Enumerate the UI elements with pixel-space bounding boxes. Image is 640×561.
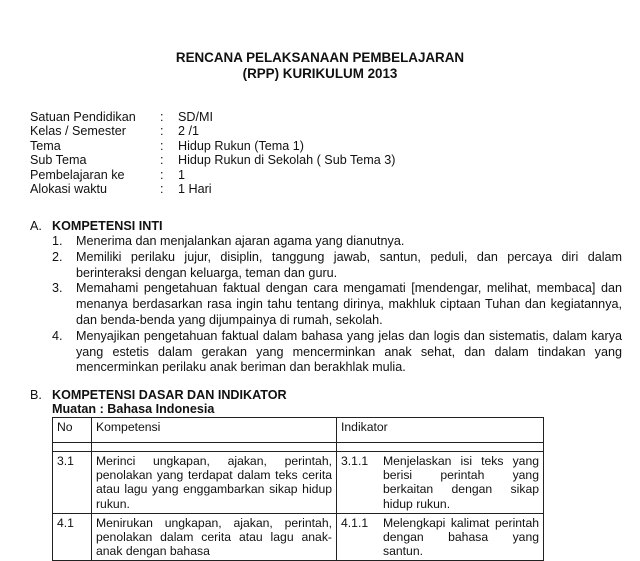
list-text: Memiliki perilaku jujur, disiplin, tanggung jawab, santun, peduli, dan percaya diri dalam berinteraksi dengan keluarga, teman dan guru. [76, 249, 622, 280]
identity-label: Tema [30, 138, 61, 153]
identity-value: Hidup Rukun di Sekolah ( Sub Tema 3) [178, 153, 396, 168]
identity-colon: : [160, 124, 164, 139]
list-item [52, 329, 622, 376]
identity-row [30, 182, 395, 196]
section-a-heading [30, 219, 163, 233]
list-text: Menyajikan pengetahuan faktual dalam bahasa yang jelas dan logis dan sistematis, dalam karya yang estetis dalam gerakan yang mencerminkan anak sehat, dan dalam tindakan yang mencerminkan perilaku anak beriman dan berakhlak mulia. [76, 328, 622, 375]
header-no: No [53, 418, 92, 443]
identity-colon: : [160, 167, 164, 182]
section-letter: A. [30, 219, 42, 233]
identity-colon: : [160, 110, 164, 124]
identity-colon: : [160, 138, 164, 153]
identity-row [30, 153, 395, 167]
kompetensi-table [52, 417, 544, 561]
list-item [52, 250, 622, 282]
identity-label: Sub Tema [30, 153, 87, 168]
document-subtitle: (RPP) KURIKULUM 2013 [242, 66, 398, 81]
cell-kompetensi: Menirukan ungkapan, ajakan, perintah, penolakan dalam cerita atau lagu anak-anak dengan bahasa [92, 513, 337, 561]
identity-row [30, 168, 395, 182]
identity-value: SD/MI [178, 110, 213, 124]
cell-indikator [337, 452, 544, 514]
list-number: 4. [52, 328, 63, 343]
identity-colon: : [160, 153, 164, 168]
document-title: RENCANA PELAKSANAAN PEMBELAJARAN [175, 50, 465, 65]
cell-no: 3.1 [53, 452, 92, 514]
identity-value: 1 Hari [178, 181, 212, 196]
table-header-row [53, 418, 544, 443]
header-indikator: Indikator [337, 418, 544, 443]
indikator-text: Melengkapi kalimat perintah dengan bahasa yang santun. [383, 515, 539, 559]
section-title: KOMPETENSI INTI [52, 219, 163, 233]
identity-label: Satuan Pendidikan [30, 110, 136, 124]
cell-no: 4.1 [53, 513, 92, 561]
section-b-heading [30, 388, 287, 402]
identity-value: 2 /1 [178, 124, 200, 139]
section-letter: B. [30, 388, 42, 402]
identity-row [30, 124, 395, 138]
section-title: KOMPETENSI DASAR DAN INDIKATOR [52, 388, 287, 402]
kompetensi-inti-list [52, 234, 622, 376]
identity-colon: : [160, 181, 164, 196]
identity-row [30, 110, 395, 124]
identity-value: 1 [178, 167, 186, 182]
table-spacer [53, 443, 544, 452]
identity-block [30, 110, 395, 196]
list-item [52, 234, 622, 250]
identity-label: Kelas / Semester [30, 124, 126, 139]
cell-kompetensi: Merinci ungkapan, ajakan, perintah, penolakan yang terdapat dalam teks cerita atau lagu yang enggambarkan sikap hidup rukun. [92, 452, 337, 514]
indikator-code: 3.1.1 [341, 454, 369, 468]
identity-label: Alokasi waktu [30, 181, 107, 196]
identity-value: Hidup Rukun (Tema 1) [178, 138, 304, 153]
list-item [52, 281, 622, 328]
indikator-text: Menjelaskan isi teks yang berisi perintah yang berkaitan dengan sikap hidup rukun. [383, 454, 539, 511]
identity-row [30, 139, 395, 153]
list-text: Memahami pengetahuan faktual dengan cara mengamati [mendengar, melihat, membaca] dan menanya berdasarkan rasa ingin tahu tentang dirinya, makhluk ciptaan Tuhan dan kegiatannya, dan benda-benda yang dijumpainya di rumah, sekolah. [76, 281, 622, 327]
list-number: 1. [52, 234, 63, 248]
list-number: 2. [52, 249, 63, 264]
list-number: 3. [52, 281, 63, 296]
indikator-code: 4.1.1 [341, 515, 369, 530]
header-kompetensi: Kompetensi [92, 418, 337, 443]
muatan-label: Muatan : Bahasa Indonesia [52, 402, 215, 416]
table-row [53, 452, 544, 514]
identity-label: Pembelajaran ke [30, 167, 125, 182]
list-text: Menerima dan menjalankan ajaran agama yang dianutnya. [76, 234, 405, 248]
